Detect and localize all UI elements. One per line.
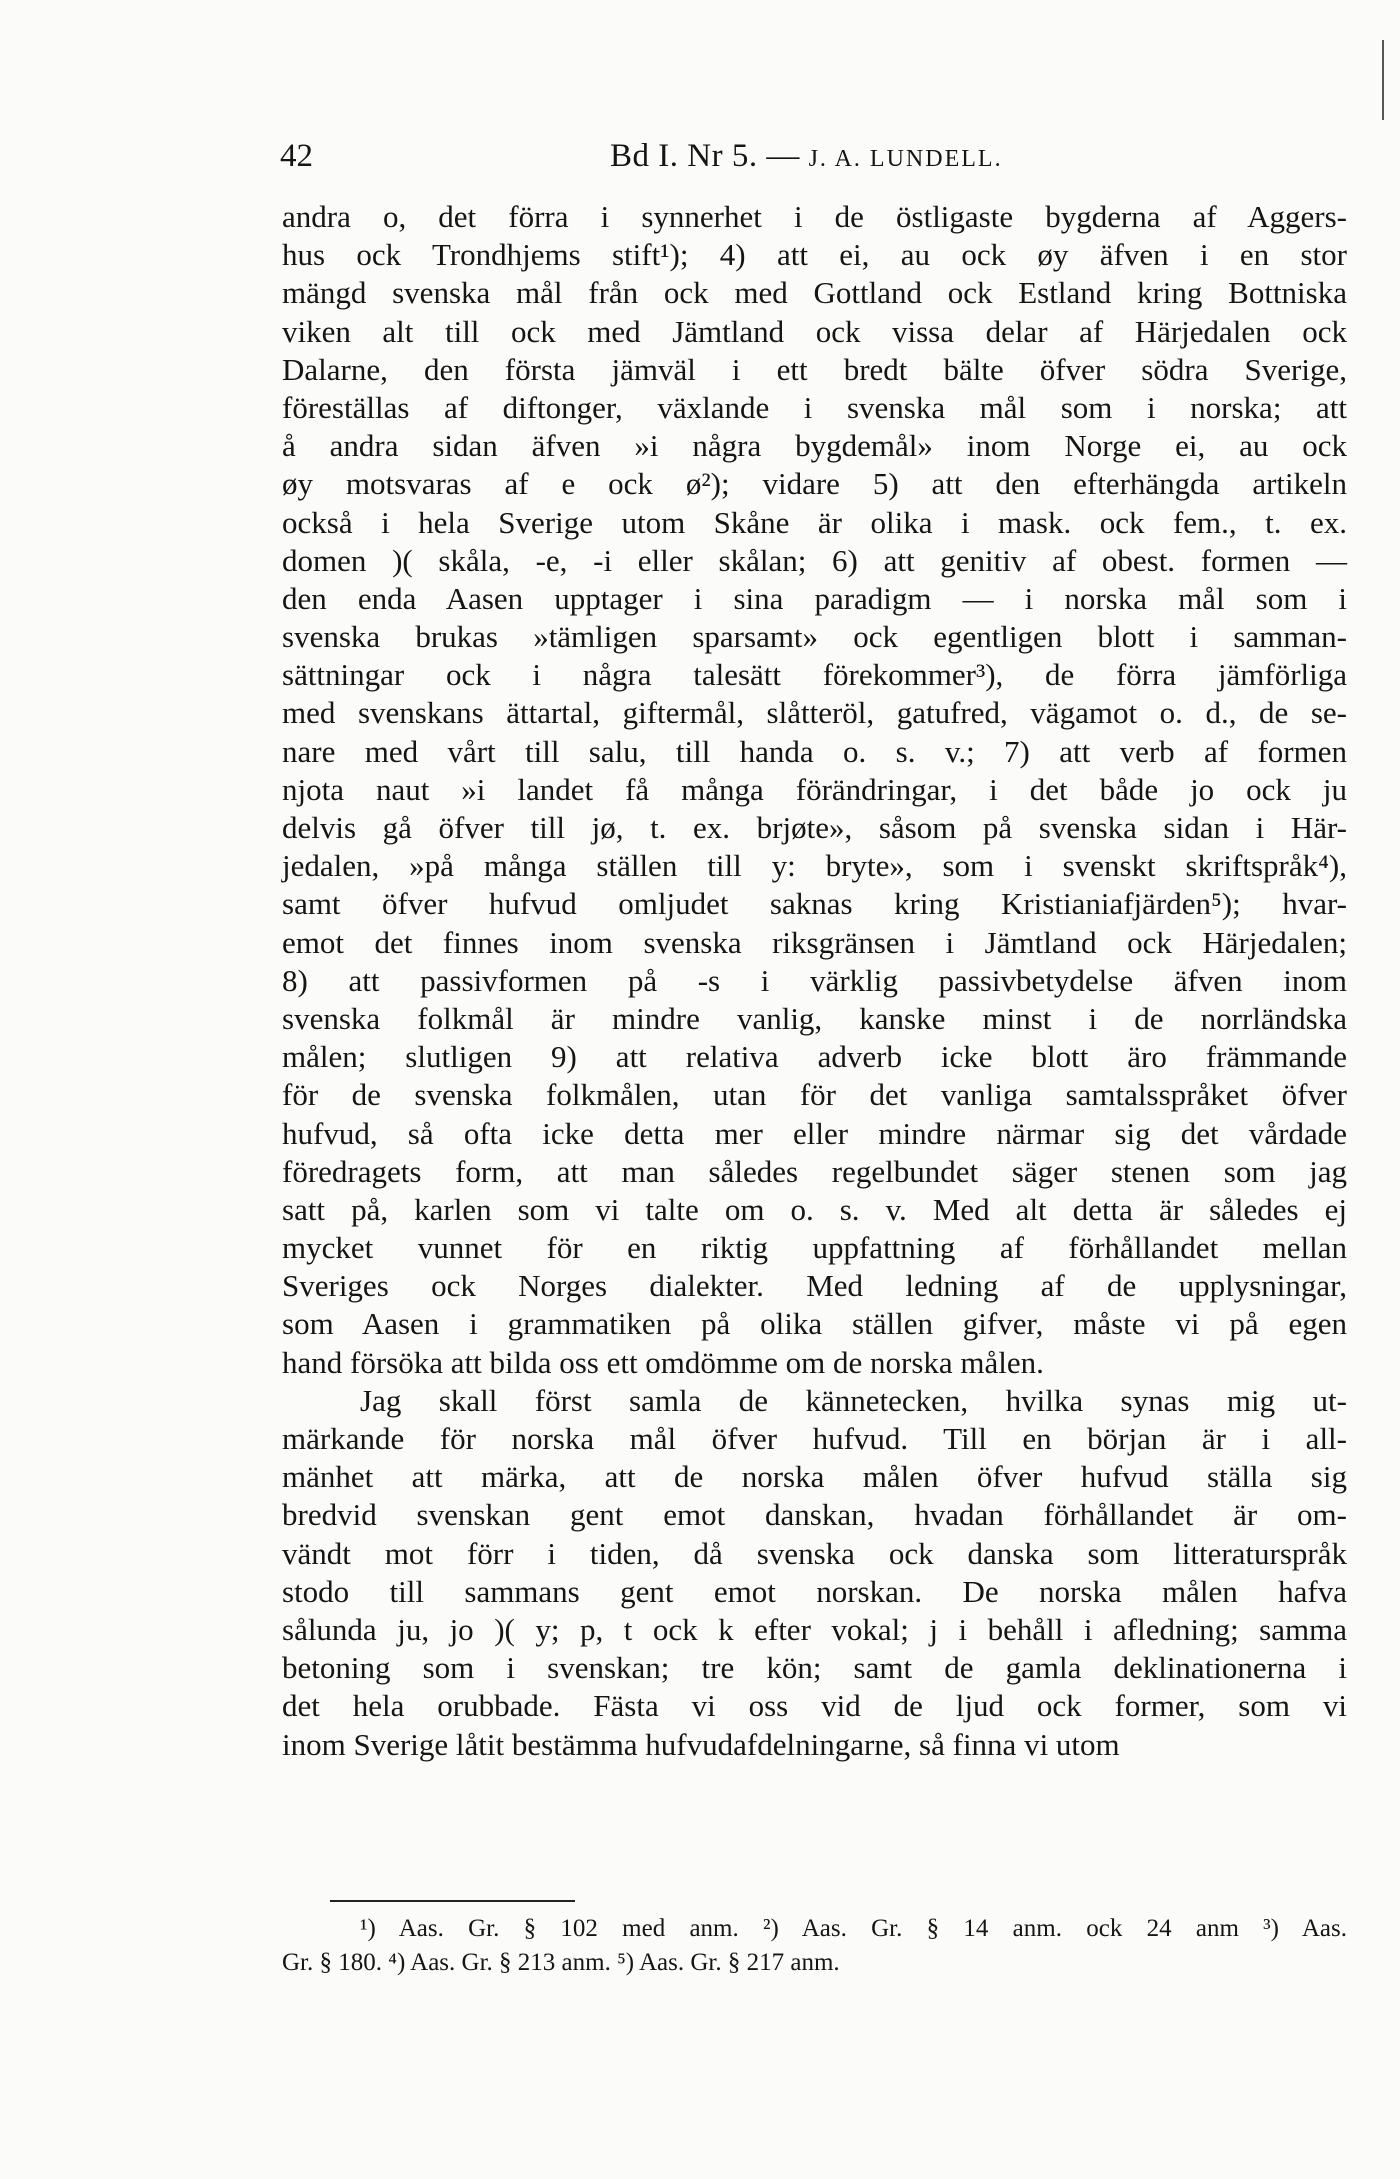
- text-line: Jag skall först samla de kännetecken, hvilka synas mig ut-: [360, 1382, 1347, 1418]
- footnote-line: Gr. § 180. ⁴) Aas. Gr. § 213 anm. ⁵) Aas. Gr. § 217 anm.: [282, 1949, 840, 1976]
- text-line: svenska brukas »tämligen sparsamt» ock egentligen blott i samman-: [282, 619, 1347, 655]
- text-line: delvis gå öfver till jø, t. ex. brjøte», såsom på svenska sidan i Här-: [282, 810, 1347, 845]
- footnotes: [282, 1912, 1347, 1980]
- text-line: betoning som i svenskan; tre kön; samt de gamla deklinationerna i: [282, 1650, 1347, 1686]
- text-line: domen )( skåla, -e, -i eller skålan; 6) att genitiv af obest. formen —: [282, 542, 1347, 578]
- body-text: [282, 198, 1347, 1764]
- running-head-author: J. A. LUNDELL.: [808, 146, 1003, 172]
- text-line: samt öfver hufvud omljudet saknas kring Kristianiafjärden⁵); hvar-: [282, 886, 1347, 922]
- text-line: øy motsvaras af e ock ø²); vidare 5) att den efterhängda artikeln: [282, 466, 1347, 502]
- text-line: 8) att passivformen på -s i värklig passivbetydelse äfven inom: [282, 962, 1347, 998]
- text-line: sättningar ock i några talesätt förekommer³), de förra jämförliga: [282, 657, 1347, 693]
- text-line: den enda Aasen upptager i sina paradigm — i norska mål som i: [282, 580, 1347, 616]
- text-line: målen; slutligen 9) att relativa adverb icke blott äro främmande: [282, 1039, 1347, 1075]
- text-line: inom Sverige låtit bestämma hufvudafdelningarne, så finna vi utom: [282, 1726, 1120, 1762]
- text-line: emot det finnes inom svenska riksgränsen i Jämtland ock Härjedalen;: [282, 924, 1347, 960]
- text-line: mänhet att märka, att de norska målen öfver hufvud ställa sig: [282, 1459, 1347, 1495]
- text-line: Dalarne, den första jämväl i ett bredt bälte öfver södra Sverige,: [282, 351, 1347, 387]
- text-line: andra o, det förra i synnerhet i de östligaste bygderna af Aggers-: [282, 199, 1347, 234]
- text-line: som Aasen i grammatiken på olika ställen gifver, måste vi på egen: [282, 1306, 1347, 1342]
- text-line: det hela orubbade. Fästa vi oss vid de ljud ock former, som vi: [282, 1688, 1347, 1724]
- text-line: med svenskans ättartal, giftermål, slåtteröl, gatufred, vägamot o. d., de se-: [282, 695, 1347, 731]
- text-line: nare med vårt till salu, till handa o. s. v.; 7) att verb af formen: [282, 733, 1347, 769]
- text-line: å andra sidan äfven »i några bygdemål» inom Norge ei, au ock: [282, 428, 1347, 464]
- text-line: mängd svenska mål från ock med Gottland ock Estland kring Bottniska: [282, 275, 1347, 311]
- text-line: satt på, karlen som vi talte om o. s. v. Med alt detta är således ej: [282, 1191, 1347, 1227]
- text-line: vändt mot förr i tiden, då svenska ock danska som litteraturspråk: [282, 1535, 1347, 1571]
- text-line: hufvud, så ofta icke detta mer eller mindre närmar sig det vårdade: [282, 1115, 1347, 1151]
- text-line: sålunda ju, jo )( y; p, t ock k efter vokal; j i behåll i afledning; samma: [282, 1611, 1347, 1647]
- running-head-volume: Bd I. Nr 5. —: [610, 138, 809, 174]
- text-line: Sveriges ock Norges dialekter. Med ledning af de upplysningar,: [282, 1268, 1347, 1304]
- text-line: svenska folkmål är mindre vanlig, kanske minst i de norrländska: [282, 1000, 1347, 1036]
- page-header: [280, 138, 1340, 178]
- scan-edge-mark: [1382, 40, 1384, 120]
- running-head: [610, 138, 1003, 175]
- text-line: föredragets form, att man således regelbundet säger stenen som jag: [282, 1153, 1347, 1189]
- text-line: föreställas af diftonger, växlande i svenska mål som i norska; att: [282, 389, 1347, 425]
- footnote-rule: [330, 1900, 575, 1902]
- page-number: 42: [280, 138, 313, 174]
- text-line: också i hela Sverige utom Skåne är olika i mask. ock fem., t. ex.: [282, 504, 1347, 540]
- text-line: för de svenska folkmålen, utan för det vanliga samtalsspråket öfver: [282, 1077, 1347, 1113]
- text-line: bredvid svenskan gent emot danskan, hvadan förhållandet är om-: [282, 1497, 1347, 1533]
- footnote-line: ¹) Aas. Gr. § 102 med anm. ²) Aas. Gr. § 14 anm. ock 24 anm ³) Aas.: [360, 1915, 1347, 1942]
- text-line: mycket vunnet för en riktig uppfattning af förhållandet mellan: [282, 1230, 1347, 1266]
- text-line: njota naut »i landet få många förändringar, i det både jo ock ju: [282, 771, 1347, 807]
- text-line: hus ock Trondhjems stift¹); 4) att ei, au ock øy äfven i en stor: [282, 237, 1347, 273]
- text-line: stodo till sammans gent emot norskan. De norska målen hafva: [282, 1573, 1347, 1609]
- text-line: hand försöka att bilda oss ett omdömme om de norska målen.: [282, 1344, 1044, 1380]
- text-line: viken alt till ock med Jämtland ock vissa delar af Härjedalen ock: [282, 313, 1347, 349]
- text-line: jedalen, »på många ställen till y: bryte», som i svenskt skriftspråk⁴),: [282, 848, 1347, 884]
- text-line: märkande för norska mål öfver hufvud. Till en början är i all-: [282, 1421, 1347, 1456]
